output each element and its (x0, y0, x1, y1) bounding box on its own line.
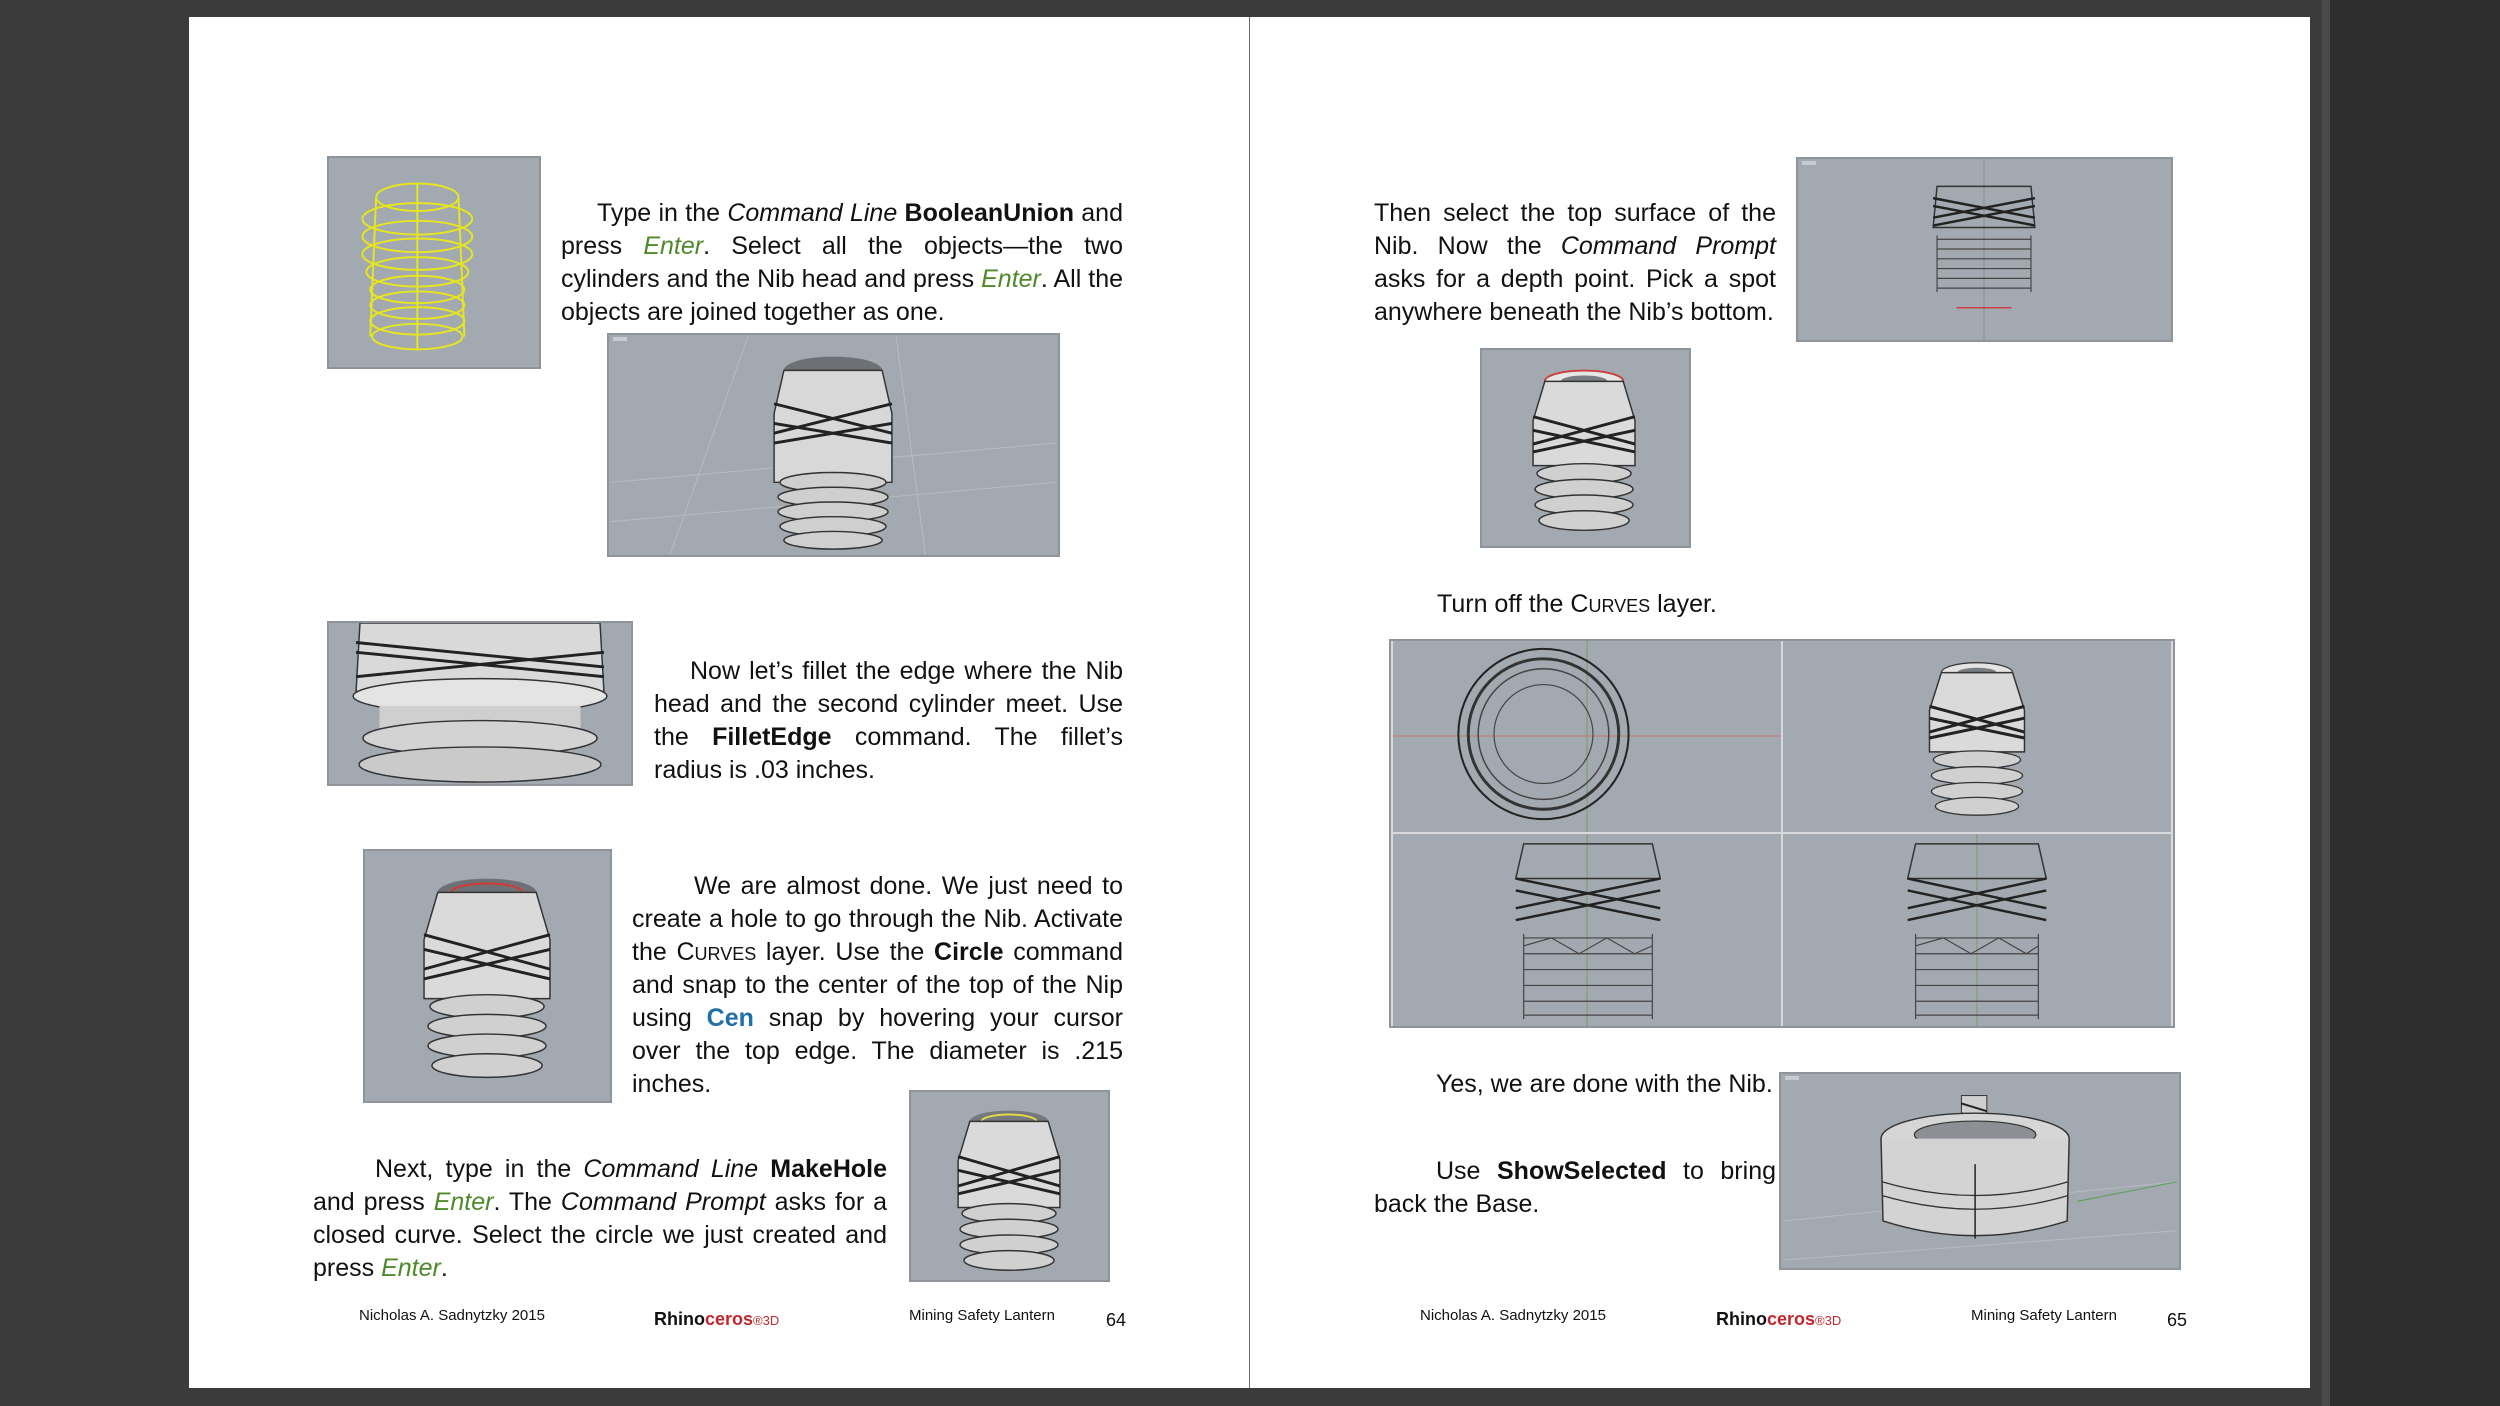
nib-front-view-image (1796, 157, 2173, 342)
paragraph-curves-circle: We are almost done. We just need to create a hole to go through the Nib. Activate the Curves layer. Use the Circle command and snap to the center of the top of the Nip using Cen snap by hovering your cursor over the top edge. The diameter is .215 inches. (632, 872, 1123, 1098)
curves-layer-name: Curves (676, 938, 757, 966)
footer-brand-logo: Rhinoceros®3D (654, 1309, 780, 1329)
page-64 (189, 17, 1249, 1388)
page-number: 65 (2167, 1310, 2188, 1330)
command-booleanunion: BooleanUnion (904, 199, 1074, 227)
nib-yellow-top-image (909, 1090, 1110, 1282)
viewer-background (2322, 0, 2500, 1406)
wireframe-nib-image (327, 156, 541, 369)
paragraph-done-with-nib: Yes, we are done with the Nib. (1436, 1070, 1773, 1098)
base-with-nib-image (1779, 1072, 2181, 1270)
paragraph-boolean-union: Type in the Command Line BooleanUnion and press Enter. Select all the objects—the two cylinders and the Nib head and press Enter. All the objects are joined together as one. (561, 199, 1124, 326)
command-showselected: ShowSelected (1497, 1157, 1667, 1185)
fillet-closeup-image (327, 621, 633, 786)
paragraph-makehole: Next, type in the Command Line MakeHole and press Enter. The Command Prompt asks for a closed curve. Select the circle we just created and press Enter. (313, 1155, 887, 1282)
footer-book-title: Mining Safety Lantern (1971, 1307, 2117, 1324)
command-makehole: MakeHole (770, 1155, 887, 1183)
page-number: 64 (1106, 1310, 1127, 1330)
page-65 (1250, 17, 2310, 1388)
paragraph-show-selected: Use ShowSelected to bring back the Base. (1374, 1157, 1776, 1218)
paragraph-fillet-edge: Now let’s fillet the edge where the Nib head and the second cylinder meet. Use the FilletEdge command. The fillet’s radius is .03 inches. (654, 657, 1123, 784)
footer-brand-logo: Rhinoceros®3D (1716, 1309, 1842, 1329)
footer-book-title: Mining Safety Lantern (909, 1307, 1055, 1324)
paragraph-turn-off-curves: Turn off the Curves layer. (1437, 590, 1717, 618)
footer-author: Nicholas A. Sadnytzky 2015 (1420, 1307, 1606, 1324)
paragraph-depth-point: Then select the top surface of the Nib. Now the Command Prompt asks for a depth point. Pick a spot anywhere beneath the Nib’s bottom. (1374, 199, 1776, 326)
command-filletedge: FilletEdge (712, 723, 832, 751)
four-viewport-image (1389, 639, 2175, 1028)
nib-hole-perspective-image (1480, 348, 1691, 548)
joined-nib-perspective-image (607, 333, 1060, 557)
cen-snap: Cen (706, 1004, 754, 1032)
curves-layer-name: Curves (1570, 590, 1651, 618)
command-circle: Circle (934, 938, 1004, 966)
nib-red-circle-image (363, 849, 612, 1103)
footer-author: Nicholas A. Sadnytzky 2015 (359, 1307, 545, 1324)
